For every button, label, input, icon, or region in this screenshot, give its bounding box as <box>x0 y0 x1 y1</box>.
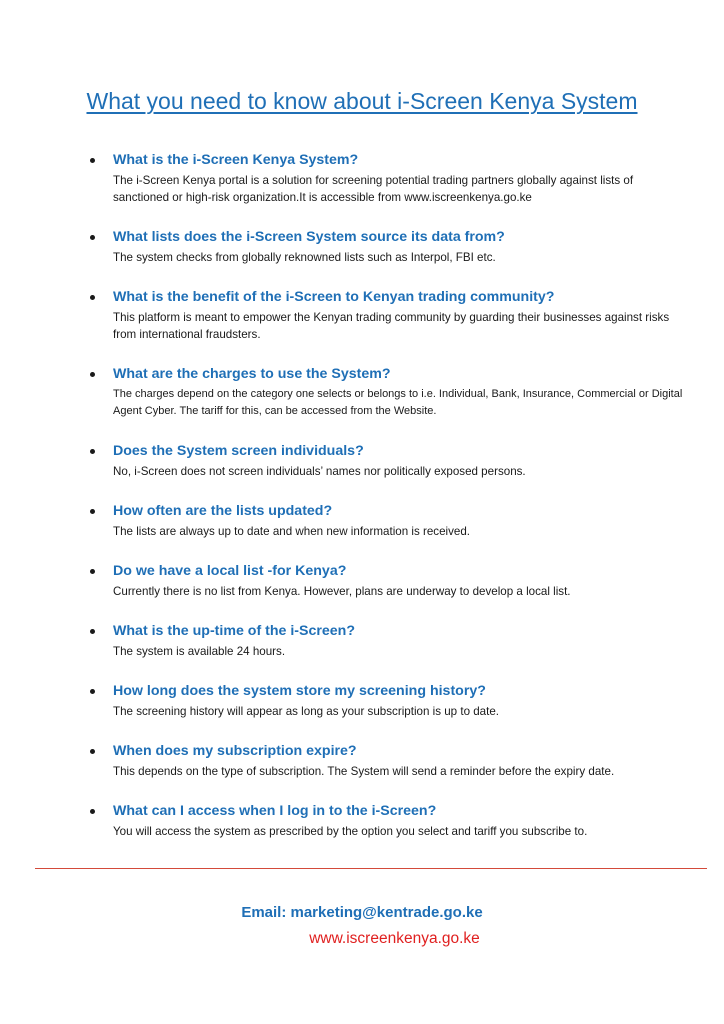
faq-item <box>0 681 724 720</box>
bullet-icon <box>90 689 95 694</box>
faq-item <box>0 364 724 420</box>
faq-item <box>0 621 724 660</box>
faq-question: What is the i-Screen Kenya System? <box>113 152 359 168</box>
faq-question: How long does the system store my screening history? <box>113 683 486 699</box>
faq-item <box>0 441 724 480</box>
faq-item <box>0 501 724 540</box>
faq-question: What lists does the i-Screen System source its data from? <box>113 229 505 245</box>
faq-answer: The screening history will appear as long as your subscription is up to date. <box>113 705 500 718</box>
faq-item <box>0 561 724 600</box>
faq-answer: The lists are always up to date and when new information is received. <box>113 525 471 538</box>
faq-answer: You will access the system as prescribed by the option you select and tariff you subscribe to. <box>113 825 588 838</box>
bullet-icon <box>90 569 95 574</box>
faq-item <box>0 801 724 840</box>
faq-item <box>0 741 724 780</box>
faq-answer: Currently there is no list from Kenya. However, plans are underway to develop a local list. <box>113 585 571 598</box>
footer-divider <box>35 868 707 869</box>
faq-list <box>0 150 724 861</box>
faq-answer: No, i-Screen does not screen individuals’ names nor politically exposed persons. <box>113 465 526 478</box>
faq-item <box>0 287 724 343</box>
bullet-icon <box>90 749 95 754</box>
faq-answer: The charges depend on the category one selects or belongs to i.e. Individual, Bank, Insurance, Commercial or Digital Agent Cyber. The tariff for this, can be accessed from the Website. <box>113 388 683 417</box>
footer-email: Email: marketing@kentrade.go.ke <box>241 904 483 921</box>
faq-item <box>0 227 724 266</box>
faq-answer: The system checks from globally reknowned lists such as Interpol, FBI etc. <box>113 251 496 264</box>
faq-answer: The system is available 24 hours. <box>113 645 286 658</box>
footer-website-link[interactable]: www.iscreenkenya.go.ke <box>309 930 480 947</box>
bullet-icon <box>90 235 95 240</box>
faq-item <box>0 150 724 206</box>
bullet-icon <box>90 629 95 634</box>
bullet-icon <box>90 509 95 514</box>
faq-question: What is the up-time of the i-Screen? <box>113 623 355 639</box>
faq-question: What is the benefit of the i-Screen to Kenyan trading community? <box>113 289 555 305</box>
faq-question: What are the charges to use the System? <box>113 366 391 382</box>
bullet-icon <box>90 295 95 300</box>
bullet-icon <box>90 809 95 814</box>
faq-question: Does the System screen individuals? <box>113 443 364 459</box>
faq-question: Do we have a local list -for Kenya? <box>113 563 347 579</box>
page-title: What you need to know about i-Screen Kenya System <box>86 88 638 114</box>
faq-answer: This platform is meant to empower the Kenyan trading community by guarding their businesses against risks from international fraudsters. <box>113 311 670 341</box>
bullet-icon <box>90 158 95 163</box>
faq-question: What can I access when I log in to the i-Screen? <box>113 803 437 819</box>
faq-answer: The i-Screen Kenya portal is a solution for screening potential trading partners globally against lists of sanctioned or high-risk organization.It is accessible from www.iscreenkenya.go.ke <box>113 174 634 204</box>
bullet-icon <box>90 449 95 454</box>
faq-question: When does my subscription expire? <box>113 743 357 759</box>
bullet-icon <box>90 372 95 377</box>
faq-question: How often are the lists updated? <box>113 503 333 519</box>
faq-answer: This depends on the type of subscription. The System will send a reminder before the expiry date. <box>113 765 615 778</box>
